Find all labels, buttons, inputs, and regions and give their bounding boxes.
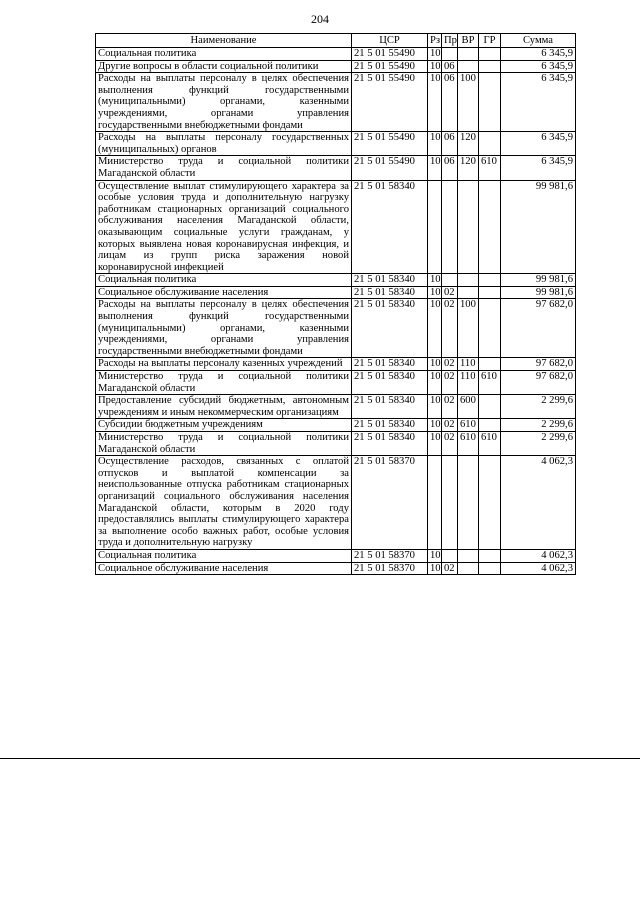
cell-csr: 21 5 01 58370 <box>352 549 428 562</box>
cell-name: Социальная политика <box>96 549 352 562</box>
cell-sum: 2 299,6 <box>501 419 576 432</box>
cell-gr <box>479 549 501 562</box>
cell-name: Министерство труда и социальной политики Магаданской области <box>96 371 352 395</box>
cell-vr <box>458 549 479 562</box>
cell-vr: 120 <box>458 132 479 156</box>
table-row <box>96 419 576 432</box>
cell-sum: 4 062,3 <box>501 549 576 562</box>
cell-pr: 02 <box>442 371 458 395</box>
cell-csr: 21 5 01 55490 <box>352 132 428 156</box>
cell-pr: 02 <box>442 432 458 456</box>
table-row <box>96 73 576 132</box>
cell-name: Осуществление расходов, связанных с оплатой отпусков и выплатой компенсации за неиспользованные отпуска работникам стационарных организаций социального обслуживания населения Магаданской области, которым в 2020 году предоставлялись выплаты стимулирующего характера за выполнение особо важных работ, особые условия труда и дополнительную нагрузку <box>96 456 352 550</box>
cell-rz: 10 <box>428 48 442 61</box>
budget-table <box>95 33 576 575</box>
cell-gr <box>479 73 501 132</box>
cell-csr: 21 5 01 58340 <box>352 419 428 432</box>
table-row <box>96 358 576 371</box>
cell-sum: 6 345,9 <box>501 73 576 132</box>
cell-vr <box>458 180 479 274</box>
cell-rz: 10 <box>428 358 442 371</box>
cell-rz: 10 <box>428 286 442 299</box>
cell-sum: 4 062,3 <box>501 456 576 550</box>
cell-sum: 4 062,3 <box>501 562 576 575</box>
cell-name: Социальное обслуживание населения <box>96 286 352 299</box>
table-row <box>96 48 576 61</box>
cell-sum: 2 299,6 <box>501 432 576 456</box>
cell-name: Расходы на выплаты персоналу государственных (муниципальных) органов <box>96 132 352 156</box>
header-vr: ВР <box>458 34 479 48</box>
table-row <box>96 60 576 73</box>
cell-rz: 10 <box>428 371 442 395</box>
table-row <box>96 456 576 550</box>
cell-vr: 110 <box>458 371 479 395</box>
cell-vr <box>458 562 479 575</box>
cell-vr: 110 <box>458 358 479 371</box>
cell-vr: 100 <box>458 299 479 358</box>
cell-rz: 10 <box>428 299 442 358</box>
header-pr: Пр <box>442 34 458 48</box>
cell-pr <box>442 456 458 550</box>
cell-gr: 610 <box>479 371 501 395</box>
table-body <box>96 48 576 575</box>
cell-vr <box>458 286 479 299</box>
header-csr: ЦСР <box>352 34 428 48</box>
cell-csr: 21 5 01 55490 <box>352 73 428 132</box>
cell-csr: 21 5 01 58340 <box>352 432 428 456</box>
cell-sum: 99 981,6 <box>501 180 576 274</box>
cell-pr: 02 <box>442 419 458 432</box>
cell-rz: 10 <box>428 432 442 456</box>
cell-sum: 6 345,9 <box>501 156 576 180</box>
cell-pr: 06 <box>442 132 458 156</box>
table-row <box>96 432 576 456</box>
cell-name: Расходы на выплаты персоналу казенных учреждений <box>96 358 352 371</box>
cell-name: Министерство труда и социальной политики Магаданской области <box>96 156 352 180</box>
cell-pr: 02 <box>442 562 458 575</box>
cell-csr: 21 5 01 58340 <box>352 395 428 419</box>
cell-csr: 21 5 01 55490 <box>352 156 428 180</box>
table-row <box>96 286 576 299</box>
table-row <box>96 180 576 274</box>
table-row <box>96 395 576 419</box>
cell-gr <box>479 180 501 274</box>
cell-pr: 06 <box>442 73 458 132</box>
table-row <box>96 562 576 575</box>
cell-sum: 97 682,0 <box>501 371 576 395</box>
cell-rz <box>428 456 442 550</box>
cell-pr <box>442 180 458 274</box>
cell-rz: 10 <box>428 274 442 287</box>
cell-name: Социальная политика <box>96 274 352 287</box>
cell-gr: 610 <box>479 156 501 180</box>
cell-gr <box>479 299 501 358</box>
table-row <box>96 274 576 287</box>
cell-pr: 02 <box>442 358 458 371</box>
cell-csr: 21 5 01 58340 <box>352 371 428 395</box>
cell-sum: 6 345,9 <box>501 132 576 156</box>
cell-csr: 21 5 01 58370 <box>352 456 428 550</box>
cell-gr <box>479 562 501 575</box>
table-row <box>96 132 576 156</box>
cell-vr: 610 <box>458 432 479 456</box>
cell-csr: 21 5 01 58340 <box>352 299 428 358</box>
cell-pr: 02 <box>442 299 458 358</box>
cell-csr: 21 5 01 58340 <box>352 180 428 274</box>
cell-name: Расходы на выплаты персоналу в целях обеспечения выполнения функций государственными (муниципальными) органами, казенными учреждениями, органами управления государственными внебюджетными фондами <box>96 299 352 358</box>
cell-name: Расходы на выплаты персоналу в целях обеспечения выполнения функций государственными (муниципальными) органами, казенными учреждениями, органами управления государственными внебюджетными фондами <box>96 73 352 132</box>
cell-sum: 97 682,0 <box>501 358 576 371</box>
cell-csr: 21 5 01 58340 <box>352 358 428 371</box>
cell-name: Социальная политика <box>96 48 352 61</box>
cell-vr: 610 <box>458 419 479 432</box>
cell-gr <box>479 395 501 419</box>
cell-sum: 6 345,9 <box>501 60 576 73</box>
cell-gr: 610 <box>479 432 501 456</box>
cell-gr <box>479 48 501 61</box>
cell-gr <box>479 286 501 299</box>
cell-vr <box>458 274 479 287</box>
cell-pr: 06 <box>442 60 458 73</box>
cell-sum: 2 299,6 <box>501 395 576 419</box>
cell-vr: 600 <box>458 395 479 419</box>
cell-gr <box>479 274 501 287</box>
cell-sum: 99 981,6 <box>501 286 576 299</box>
cell-vr <box>458 456 479 550</box>
cell-gr <box>479 132 501 156</box>
cell-rz: 10 <box>428 549 442 562</box>
table-row <box>96 371 576 395</box>
cell-sum: 97 682,0 <box>501 299 576 358</box>
cell-vr: 120 <box>458 156 479 180</box>
header-sum: Сумма <box>501 34 576 48</box>
cell-csr: 21 5 01 58340 <box>352 274 428 287</box>
cell-rz: 10 <box>428 562 442 575</box>
header-rz: Рз <box>428 34 442 48</box>
cell-rz: 10 <box>428 419 442 432</box>
cell-name: Предоставление субсидий бюджетным, автономным учреждениям и иным некоммерческим организациям <box>96 395 352 419</box>
cell-rz: 10 <box>428 132 442 156</box>
page-number: 204 <box>311 12 329 26</box>
table-row <box>96 156 576 180</box>
cell-pr: 06 <box>442 156 458 180</box>
cell-name: Министерство труда и социальной политики Магаданской области <box>96 432 352 456</box>
cell-gr <box>479 419 501 432</box>
cell-pr <box>442 549 458 562</box>
cell-sum: 99 981,6 <box>501 274 576 287</box>
cell-gr <box>479 60 501 73</box>
cell-rz: 10 <box>428 60 442 73</box>
cell-name: Социальное обслуживание населения <box>96 562 352 575</box>
cell-gr <box>479 456 501 550</box>
cell-csr: 21 5 01 55490 <box>352 48 428 61</box>
cell-vr: 100 <box>458 73 479 132</box>
cell-gr <box>479 358 501 371</box>
cell-rz: 10 <box>428 156 442 180</box>
header-name: Наименование <box>96 34 352 48</box>
table-row <box>96 549 576 562</box>
cell-csr: 21 5 01 58370 <box>352 562 428 575</box>
cell-csr: 21 5 01 58340 <box>352 286 428 299</box>
cell-rz <box>428 180 442 274</box>
cell-name: Субсидии бюджетным учреждениям <box>96 419 352 432</box>
cell-name: Другие вопросы в области социальной политики <box>96 60 352 73</box>
cell-pr: 02 <box>442 395 458 419</box>
cell-pr <box>442 48 458 61</box>
cell-pr: 02 <box>442 286 458 299</box>
page-divider <box>0 758 640 759</box>
cell-vr <box>458 48 479 61</box>
cell-name: Осуществление выплат стимулирующего характера за особые условия труда и дополнительную нагрузку работникам стационарных организаций социального обслуживания населения Магаданской области, оказывающим социальные услуги гражданам, у которых выявлена новая коронавирусная инфекция, и лицам из групп риска заражения новой коронавирусной инфекцией <box>96 180 352 274</box>
header-gr: ГР <box>479 34 501 48</box>
cell-rz: 10 <box>428 395 442 419</box>
cell-pr <box>442 274 458 287</box>
table-header-row <box>96 34 576 48</box>
cell-vr <box>458 60 479 73</box>
cell-sum: 6 345,9 <box>501 48 576 61</box>
cell-csr: 21 5 01 55490 <box>352 60 428 73</box>
cell-rz: 10 <box>428 73 442 132</box>
table-row <box>96 299 576 358</box>
